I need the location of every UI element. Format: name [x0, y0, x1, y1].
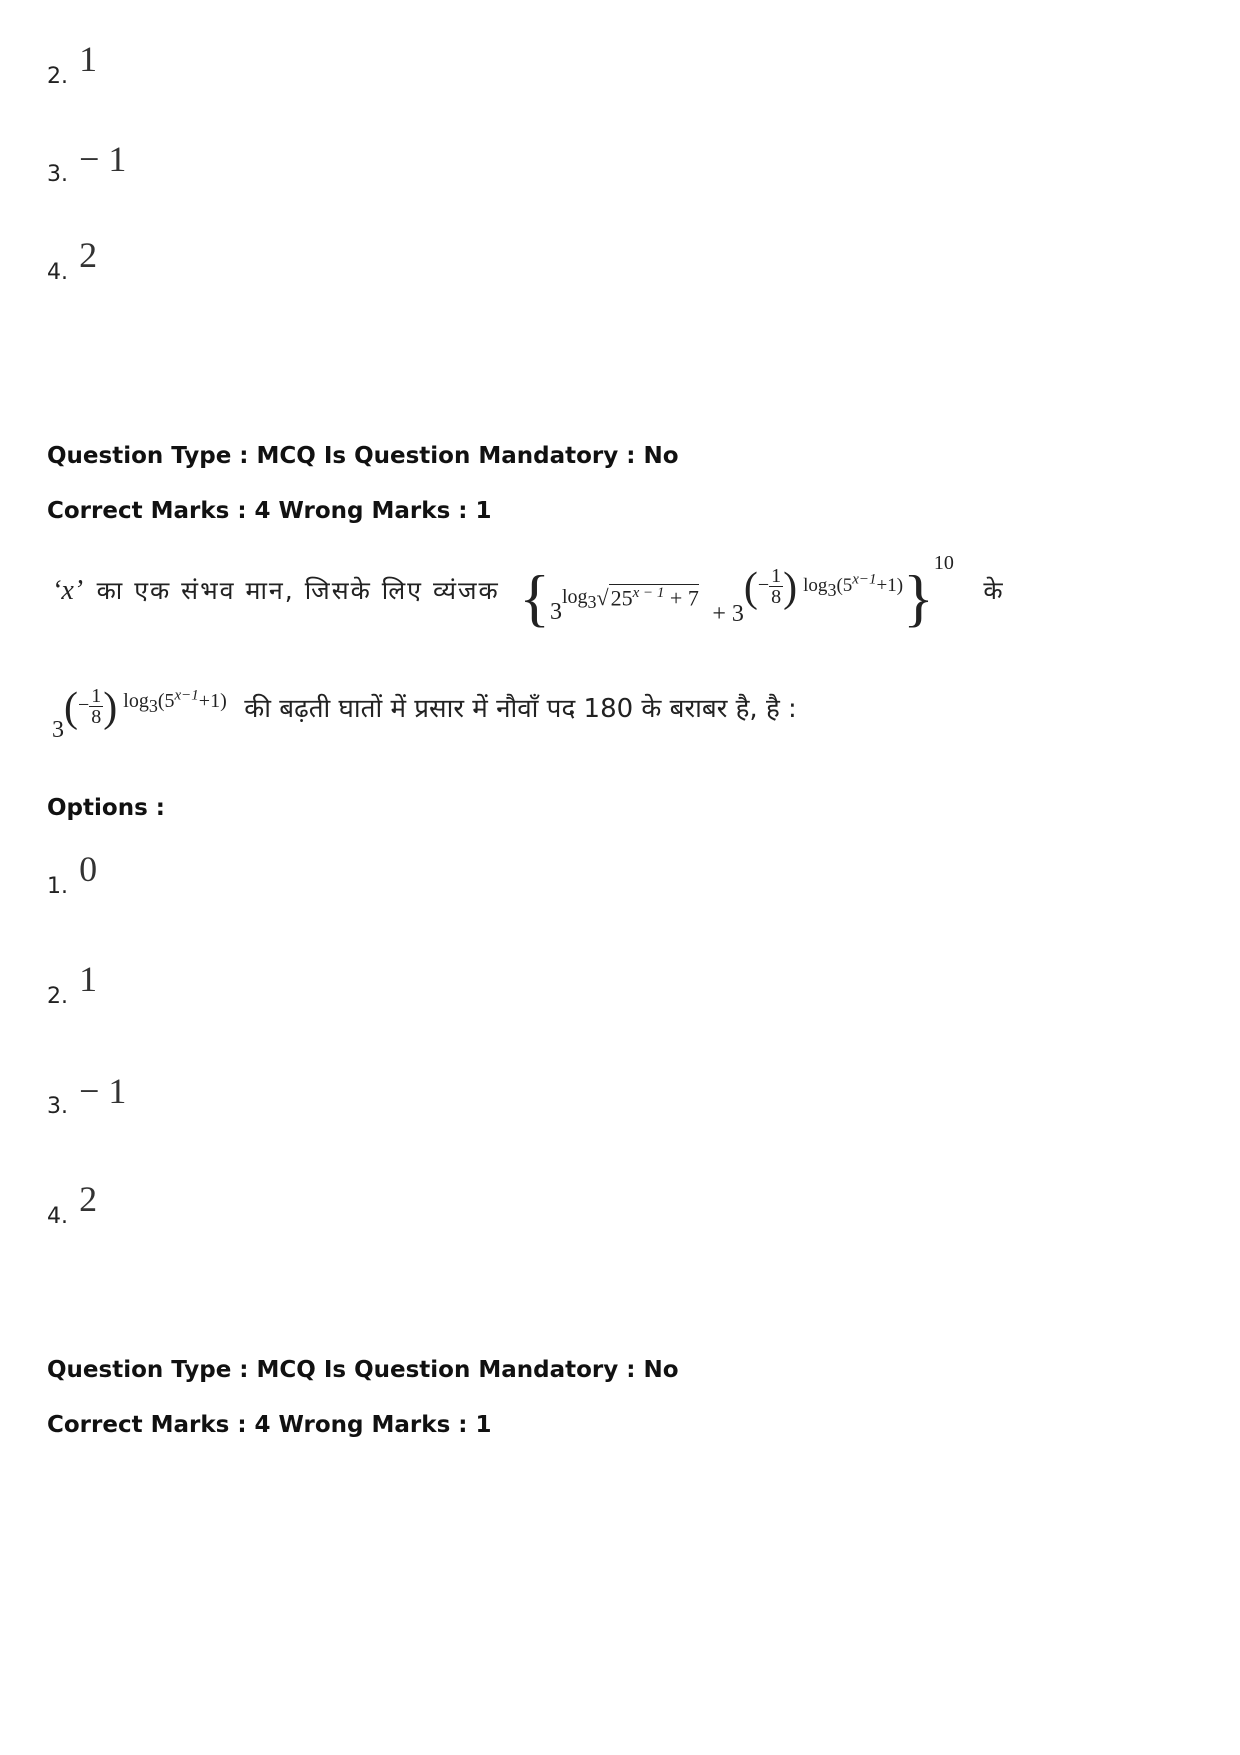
question-type-line-2: Question Type : MCQ Is Question Mandatory : No [47, 1357, 679, 1383]
option-number: 1. [47, 874, 68, 899]
plus-three: + 3 [712, 600, 744, 627]
marks-line: Correct Marks : 4 Wrong Marks : 1 [47, 498, 492, 524]
option-number: 3. [47, 1094, 68, 1119]
option-3 [47, 1071, 127, 1122]
inner-plus-one-line2: +1) [198, 689, 227, 712]
prev-option-2 [47, 39, 98, 92]
option-number: 4. [47, 1204, 68, 1229]
option-1 [47, 849, 98, 902]
radicand-base: 25 [610, 584, 633, 610]
option-value: 0 [79, 849, 98, 889]
inner-base-line2: 5 [164, 689, 175, 712]
prev-option-3 [47, 139, 127, 190]
question-line-1 [52, 551, 1003, 633]
option-2 [47, 959, 98, 1012]
question-text-end: के [983, 575, 1003, 605]
log-subscript: 3 [587, 591, 597, 612]
right-paren-line2: ) [103, 685, 118, 731]
inner-exponent-line2: x−1 [174, 687, 199, 704]
fraction [769, 566, 783, 607]
outer-exponent: 10 [933, 551, 954, 574]
log-text-line2: log [123, 689, 149, 712]
negative-sign-line2: − [78, 693, 90, 716]
radicand-exponent: x − 1 [632, 584, 665, 601]
option-value: 2 [79, 1179, 98, 1219]
plus-seven: + 7 [669, 584, 699, 610]
left-paren: ( [743, 565, 758, 611]
log-subscript-line2: 3 [148, 695, 158, 716]
option-value: 1 [79, 959, 98, 999]
prev-option-4 [47, 235, 98, 288]
left-paren-line2: ( [64, 685, 78, 731]
log-text-2: log [803, 574, 828, 596]
base-3-line2: 3 [52, 716, 64, 743]
math-expression: {$_3\log 3√25^{x - 1} + 7$ $_{+ 3}$(− $\frac{1}{8}$ ) $^{log3(5^{x-1}+1)}$}$^{10}$ [519, 551, 954, 633]
option-number: 3. [47, 162, 68, 187]
options-label: Options : [47, 795, 165, 821]
fraction-denominator: 8 [771, 585, 782, 608]
fraction-denominator-line2: 8 [91, 705, 102, 728]
x-variable: ‘x’ [52, 574, 84, 606]
option-value: − 1 [79, 1071, 127, 1111]
right-paren: ) [783, 565, 798, 611]
question-text-2: की बढ़ती घातों में प्रसार में नौवाँ पद 180 के बराबर है, है : [244, 693, 797, 724]
log-text: log [561, 585, 588, 608]
inner-base: 5 [842, 574, 853, 596]
log-subscript-2: 3 [827, 579, 837, 600]
fraction-line2 [89, 686, 103, 727]
option-number: 4. [47, 260, 68, 285]
option-number: 2. [47, 64, 68, 89]
option-value: 1 [79, 39, 98, 79]
option-4 [47, 1179, 98, 1232]
inner-exponent: x−1 [852, 571, 877, 588]
left-brace: { [519, 562, 550, 633]
option-value: 2 [79, 235, 98, 275]
question-text-1: का एक संभव मान, जिसके लिए व्यंजक [96, 575, 500, 605]
negative-sign: − [757, 573, 770, 596]
inner-plus-one: +1) [876, 574, 904, 596]
question-type-line: Question Type : MCQ Is Question Mandatory : No [47, 443, 679, 469]
base-3: 3 [549, 598, 562, 625]
right-brace: } [903, 562, 934, 633]
option-value: − 1 [79, 139, 127, 179]
option-number: 2. [47, 984, 68, 1009]
fraction-numerator: 1 [771, 564, 782, 587]
question-line-2: $_3$(− $\frac{1}{8}$ ) $^{log3(5^{x-1}+1)}$ की बढ़ती घातों में प्रसार में नौवाँ पद 180 के बराबर है, है : [52, 684, 797, 743]
marks-line-2: Correct Marks : 4 Wrong Marks : 1 [47, 1412, 492, 1438]
fraction-numerator-line2: 1 [91, 684, 102, 707]
